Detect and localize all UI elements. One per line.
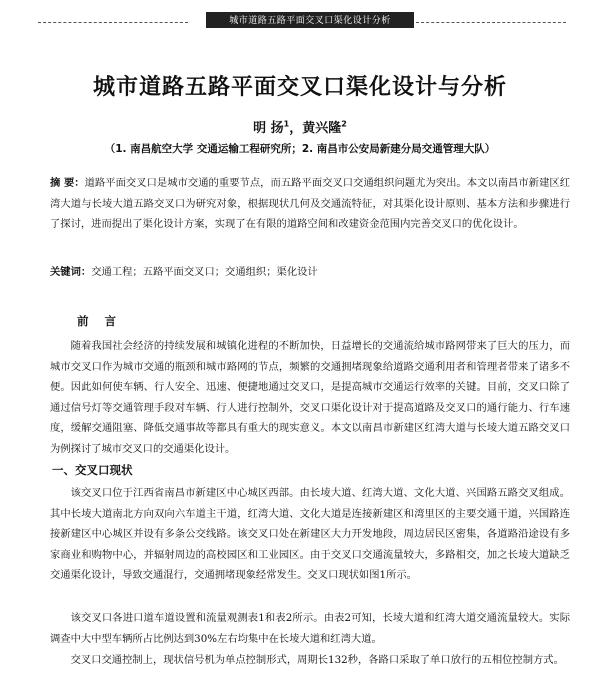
section-heading-status: 一、交叉口现状 bbox=[52, 463, 133, 477]
running-title: 城市道路五路平面交叉口渠化设计分析 bbox=[229, 16, 391, 26]
keywords-text: 交通工程；五路平面交叉口；交通组织；渠化设计 bbox=[91, 266, 318, 278]
header-rule-left bbox=[38, 22, 188, 23]
author-line bbox=[0, 117, 600, 136]
header-rule-right bbox=[416, 22, 566, 23]
abstract bbox=[50, 173, 570, 235]
body-paragraph: 该交叉口各进口道车道设置和流量观测表1和表2所示。由表2可知，长堎大道和红湾大道交通流量较大。实际调查中大中型车辆所占比例达到30%左右均集中在长堎大道和红湾大道。 bbox=[50, 612, 570, 645]
affiliation-mark: 2 bbox=[341, 119, 347, 129]
abstract-text: 道路平面交叉口是城市交通的重要节点，而五路平面交叉口交通组织问题尤为突出。本文以南昌市新建区红湾大道与长堎大道五路交叉口为研究对象，根据现状几何及交通流特征，对其渠化设计原则、基本方法和步骤进行了探讨，进而提出了渠化设计方案，实现了在有限的道路空间和改建资金范围内完善交叉口的优化设计。 bbox=[50, 177, 570, 230]
body-paragraph: 随着我国社会经济的持续发展和城镇化进程的不断加快，日益增长的交通流给城市路网带来了巨大的压力，而城市交叉口作为城市交通的瓶颈和城市路网的节点，频繁的交通拥堵现象给道路交通利用者和管理者带来了诸多不便。因此如何使车辆、行人安全、迅速、便捷地通过交叉口，是提高城市交通运行效率的关键。目前，交叉口除了通过信号灯等交通管理手段对车辆、行人进行控制外，交叉口渠化设计对于提高道路及交叉口的通行能力、行车速度，缓解交通阻塞、降低交通事故等都具有重大的现实意义。本文以南昌市新建区红湾大道与长堎大道五路交叉口为例探讨了城市交叉口的交通渠化设计。 bbox=[50, 340, 570, 455]
running-header bbox=[0, 6, 600, 28]
paper-title: 城市道路五路平面交叉口渠化设计与分析 bbox=[92, 75, 507, 100]
keywords-label: 关键词： bbox=[50, 266, 92, 278]
affiliation: （1. 南昌航空大学 交通运输工程研究所；2. 南昌市公安局新建分局交通管理大队） bbox=[104, 143, 496, 155]
author-separator: ， bbox=[289, 121, 303, 136]
affiliation-mark: 1 bbox=[283, 119, 290, 129]
section-heading-intro: 前 言 bbox=[77, 314, 123, 328]
body-paragraph: 该交叉口位于江西省南昌市新建区中心城区西部。由长堎大道、红湾大道、文化大道、兴国路五路交叉组成。其中长堎大道南北方向双向六车道主干道，红湾大道、文化大道是连接新建区和湾里区的主要交通干道，兴国路连接新建区中心城区并设有多条公交线路。该交叉口处在新建区大力开发地段，周边居民区密集，各道路沿途设有多家商业和购物中心，并辐射周边的高校园区和工业园区。由于交叉口交通流量较大，多路相交，加之长堎大道缺乏交通渠化设计，导致交通混行，交通拥堵现象经常发生。交叉口现状如图1所示。 bbox=[50, 487, 570, 581]
keywords bbox=[50, 262, 570, 283]
body-paragraph: 交叉口交通控制上，现状信号机为单点控制形式，周期长132秒，各路口采取了单口放行的五相位控制方式。 bbox=[70, 654, 564, 666]
author-name: 黄兴隆 bbox=[302, 121, 342, 136]
author-name: 明 扬 bbox=[253, 121, 284, 136]
abstract-label: 摘 要： bbox=[50, 177, 85, 189]
